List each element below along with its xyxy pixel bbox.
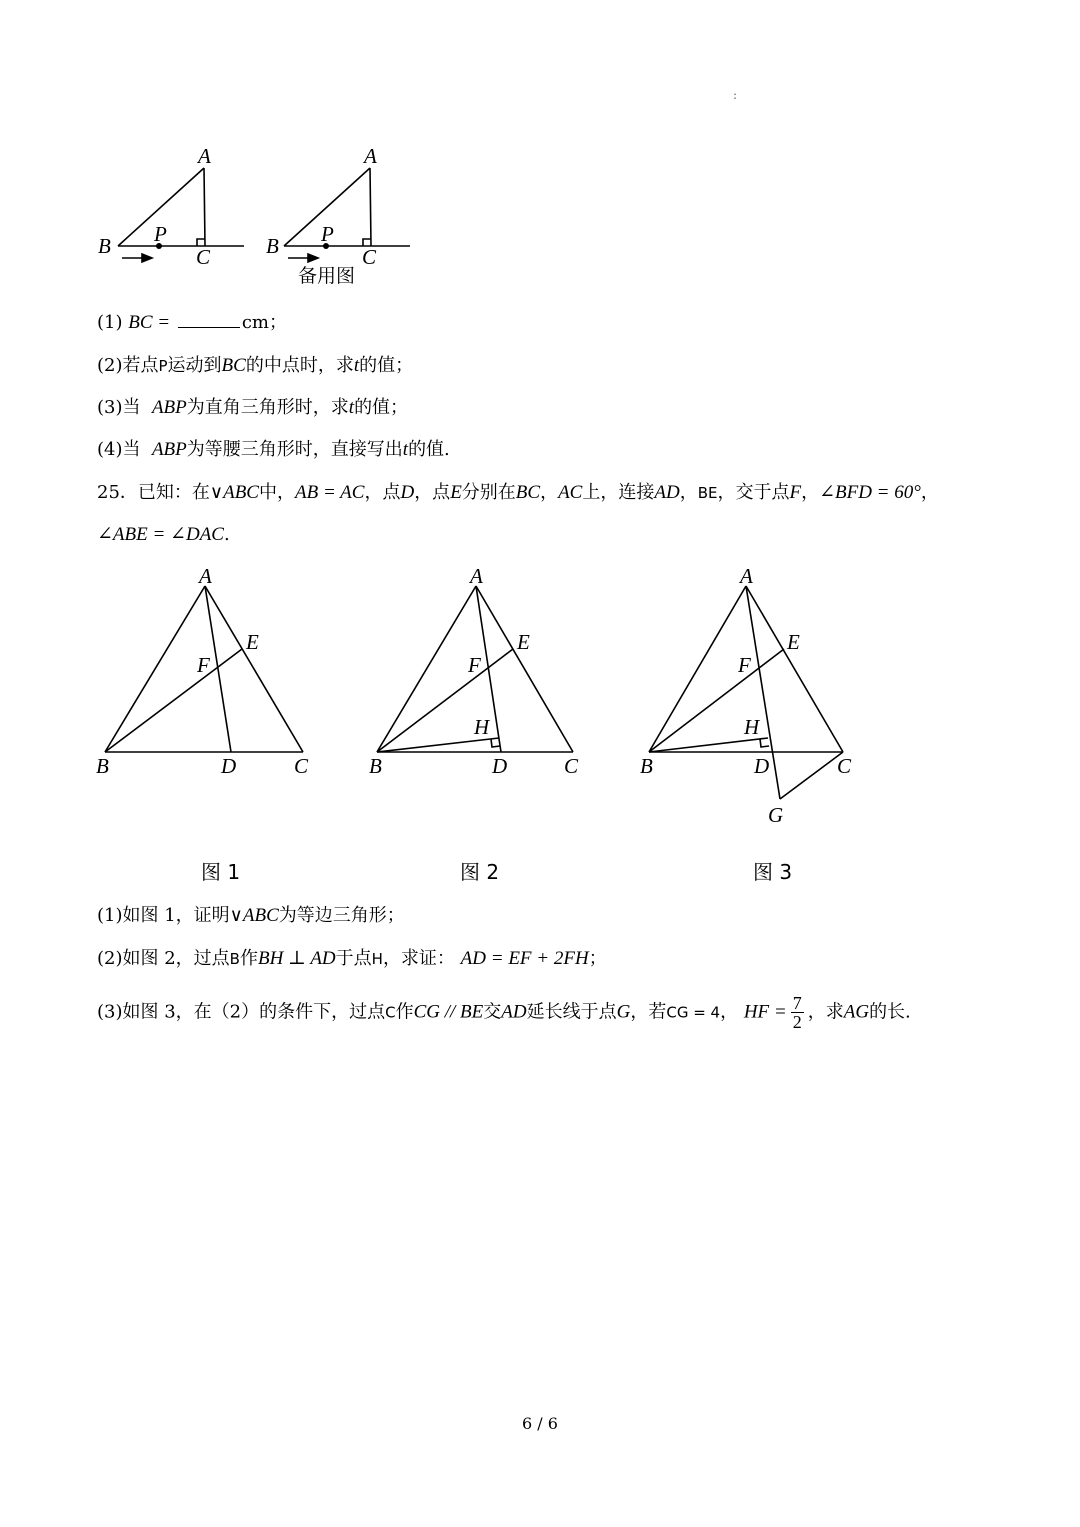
segment-cg: [780, 752, 843, 799]
label-e: E: [517, 630, 530, 654]
side-ab: [105, 586, 205, 752]
label-e: E: [246, 630, 259, 654]
q24-part3: (3)当 ABP为直角三角形时，求t的值；: [97, 397, 409, 418]
label-h: H: [744, 715, 760, 739]
label-f: F: [197, 653, 210, 677]
label-f: F: [468, 653, 481, 677]
label-p: P: [321, 222, 334, 246]
label-b: B: [640, 754, 653, 778]
side-ac: [205, 586, 303, 752]
segment-bh: [649, 738, 768, 752]
fig-24-spare: [258, 140, 428, 290]
q25-statement-line2: ∠ABE = ∠DAC.: [97, 524, 230, 545]
spare-caption: 备用图: [298, 265, 356, 287]
label-p: P: [154, 222, 167, 246]
segment-bh: [377, 738, 499, 752]
arrow-icon: [308, 254, 318, 262]
q24-part4: (4)当 ABP为等腰三角形时，直接写出t的值.: [97, 439, 450, 460]
label-b: B: [96, 754, 109, 778]
segment-be: [105, 649, 242, 752]
label-b: B: [266, 234, 279, 258]
figure-3-caption: 图 3: [753, 860, 793, 884]
answer-blank[interactable]: [178, 313, 240, 328]
label-a: A: [198, 144, 211, 168]
figure-2: [362, 560, 602, 790]
line-ac: [204, 168, 205, 246]
figure-3: [634, 560, 874, 835]
q25-part1: (1)如图 1，证明∨ABC为等边三角形；: [97, 905, 405, 926]
fraction-7-2: $\frac{7}{2}$: [792, 993, 802, 1032]
label-e: E: [787, 630, 800, 654]
side-ac: [746, 586, 843, 752]
label-c: C: [362, 245, 377, 269]
label-f: F: [738, 653, 751, 677]
q24-part1: (1) BC = cm；: [97, 312, 287, 333]
q25-part2: (2)如图 2，过点B作BH ⊥ AD于点H，求证： AD = EF + 2FH；: [97, 948, 607, 969]
side-ab: [377, 586, 476, 752]
label-d: D: [754, 754, 770, 778]
label-h: H: [474, 715, 490, 739]
label-a: A: [199, 564, 212, 588]
label-d: D: [221, 754, 237, 778]
label-d: D: [492, 754, 508, 778]
label-c: C: [294, 754, 309, 778]
side-ac: [476, 586, 573, 752]
figure-1: [90, 560, 330, 790]
page-number: 6 / 6: [522, 1414, 558, 1433]
label-c: C: [564, 754, 579, 778]
label-a: A: [740, 564, 753, 588]
label-b: B: [369, 754, 382, 778]
q24-part2: (2)若点P运动到BC的中点时，求t的值；: [97, 355, 414, 376]
label-c: C: [196, 245, 211, 269]
q25-statement-line1: 25．已知：在∨ABC中，AB = AC，点D，点E分别在BC，AC上，连接AD，BE，交于点F，∠BFD = 60°，: [97, 482, 939, 503]
figure-2-caption: 图 2: [460, 860, 500, 884]
page-mark: :: [733, 88, 738, 102]
label-a: A: [364, 144, 377, 168]
figure-1-caption: 图 1: [201, 860, 241, 884]
label-g: G: [768, 803, 784, 827]
arrow-icon: [142, 254, 152, 262]
label-c: C: [837, 754, 852, 778]
line-ac: [370, 168, 371, 246]
fig-24-main: [90, 140, 260, 290]
label-b: B: [98, 234, 111, 258]
q25-part3: (3)如图 3，在（2）的条件下，过点C作CG // BE交AD延长线于点G，若CG = 4， HF = $\frac{7}{2}$ ，求AG的长.: [97, 993, 911, 1032]
right-angle-mark: [760, 739, 769, 747]
label-a: A: [470, 564, 483, 588]
side-ab: [649, 586, 746, 752]
